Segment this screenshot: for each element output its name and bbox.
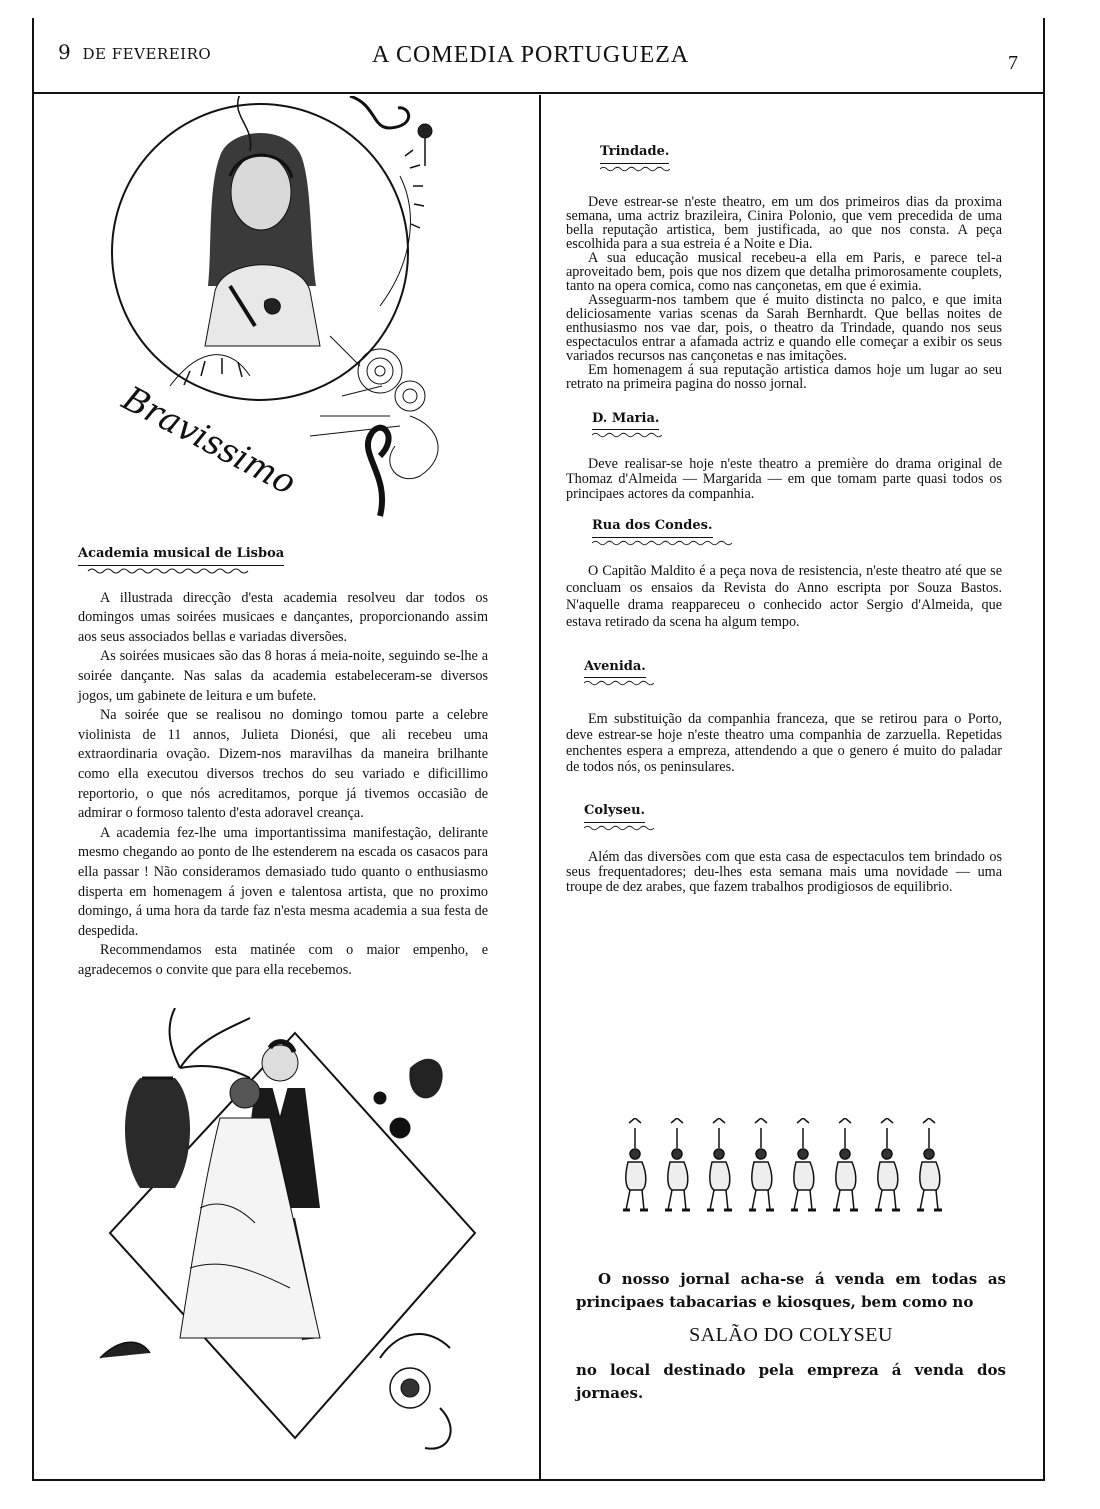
advert-text: no local destinado pela empreza á venda dos jornaes. [576,1361,1006,1402]
heading-squiggle [600,165,670,173]
paragraph: O Capitão Maldito é a peça nova de resistencia, n'este theatro até que se concluam os ensaios da Revista do Anno escripta por Souza Bastos. N'aquelle drama reappareceu o conhecido actor Sergio d'Almeida, que estava retirado da scena ha algum tempo. [566,562,1002,630]
header-rule [32,92,1044,94]
heading-squiggle [584,679,654,687]
dancing-couple-illustration [80,1008,510,1468]
date-number: 9 [58,40,72,64]
paragraph: Deve realisar-se hoje n'este theatro a première do drama original de Thomaz d'Almeida — Margarida — em que tomam parte quasi todos os principaes actores da companhia. [566,456,1002,503]
paragraph: Em homenagem á sua reputação artistica damos hoje um lugar ao seu retrato na primeira pagina do nosso jornal. [566,361,1002,392]
paragraph: A academia fez-lhe uma importantissima manifestação, delirante mesmo chegando ao ponto de lhe estenderem na escada os casacos para ella passar ! Não consideramos demasiado tudo quanto o enthusiasmo disperta em homenagem á joven e talentosa artista, que no proximo domingo, á uma hora da tarde faz n'esta mesma academia a sua festa de despedida. [78,824,488,939]
page-number: 7 [1008,52,1018,74]
paragraph: Recommendamos esta matinée com o maior empenho, e agradecemos o convite que para ella recebemos. [78,942,488,978]
date-text: DE FEVEREIRO [82,45,212,63]
advert-text: O nosso jornal acha-se á venda em todas as principaes tabacarias e kiosques, bem como no [576,1270,1006,1311]
portrait-caption: Bravissimo [115,378,303,504]
outer-right-rule [1043,18,1045,1480]
section-heading: Rua dos Condes. [592,516,713,538]
paragraph: Na soirée que se realisou no domingo tomou parte a celebre violinista de 11 annos, Julieta Dionési, que ali recebeu uma extraordinaria ovação. Dizem-nos maravilhas da maneira brilhante como ella executou diversos trechos do seu variado e dificillimo reportorio, o que nós acreditamos, porque já tivemos occasião de admirar o formoso talento d'esta adoravel creança. [78,707,488,822]
paragraph: Em substituição da companhia franceza, que se retirou para o Porto, deve estrear-se hoje n'este theatro uma companhia de zarzuella. Repetidas enchentes espera a empreza, attendendo a que o genero é muito do paladar de todos nós, os peninsulares. [566,711,1002,776]
paragraph: Asseguarm-nos tambem que é muito distincta no palco, e que imita deliciosamente varias scenas da Sarah Bernhardt. Que bellas noites de enthusiasmo nos vae dar, pois, o theatro da Trindade, quando nos seus espectaculos entrar a afamada actriz e quando elle começar a exibir os seus variados recursos nas cançonetas e nas imitações. [566,291,1002,364]
section-heading: Colyseu. [584,801,645,823]
portrait-illustration [80,96,510,536]
heading-squiggle [584,824,654,832]
paragraph: As soirées musicaes são das 8 horas á meia-noite, seguindo se-lhe a soirée dançante. Nas salas da academia estabeleceram-se diversos jogos, um gabinete de leitura e um bufete. [78,648,488,704]
left-column [78,544,488,980]
section-heading: Avenida. [584,657,646,679]
section-heading: Academia musical de Lisboa [78,544,284,566]
newspaper-title: A COMEDIA PORTUGUEZA [372,42,690,68]
paragraph: Deve estrear-se n'este theatro, em um dos primeiros dias da proxima semana, uma actriz brazileira, Cinira Polonio, que vem precedida de uma bella reputação artistica, bem justificada, ao que nos consta. A peça escolhida para a sua estreia é a Noite e Dia. [566,193,1002,252]
paragraph: A illustrada direcção d'esta academia resolveu dar todos os domingos umas soirées musicaes e dançantes, proporcionando assim aos seus associados bellas e variadas diversões. [78,589,488,645]
heading-squiggle [592,431,662,439]
news-section-avenida [566,657,1002,776]
news-section-colyseu [566,801,1002,895]
header-date [58,40,211,64]
advert-venue: SALÃO DO COLYSEU [689,1324,893,1346]
heading-squiggle [78,567,258,575]
news-section-trindade [566,142,1002,391]
outer-left-rule [32,18,34,1480]
section-heading: D. Maria. [592,409,659,431]
bottom-rule [32,1479,1045,1481]
paragraph: Além das diversões com que esta casa de espectaculos tem brindado os seus frequentadores; deu-lhes esta semana mais uma novidade — uma troupe de dez arabes, que fazem trabalhos prodigiosos de equilibrio. [566,848,1002,895]
news-section-d-maria [566,409,1002,503]
column-divider [539,95,541,1480]
heading-squiggle [592,539,732,547]
paragraph: A sua educação musical recebeu-a ella em Paris, e parece tel-a aproveitado bem, pois que nos dizem que detalha primorosamente couplets, tanto na opera comica, como nas cançonetas, em que é eximia. [566,249,1002,294]
acrobats-illustration [620,1118,950,1228]
news-section-rua-dos-condes [566,516,1002,631]
sales-advert [576,1268,1006,1405]
right-column [566,142,1002,917]
section-heading: Trindade. [600,142,669,164]
